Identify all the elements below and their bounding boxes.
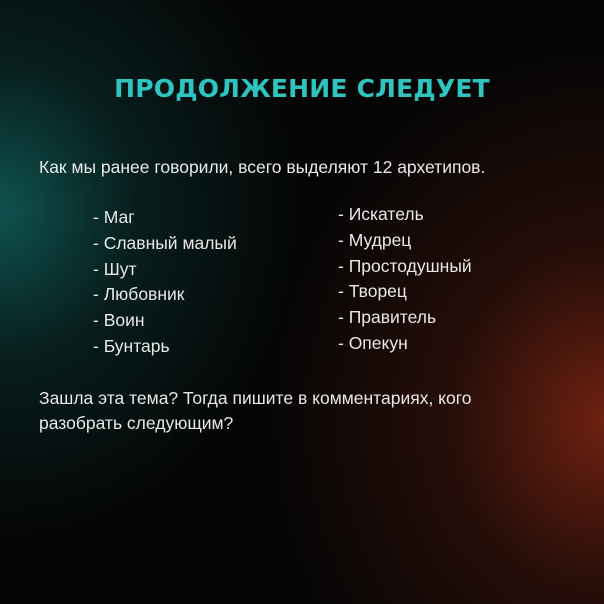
archetype-list-left bbox=[93, 205, 237, 360]
outro-line-1: Зашла эта тема? Тогда пишите в комментариях, кого bbox=[39, 388, 472, 408]
archetype-list-right bbox=[338, 202, 472, 357]
list-item: - Шут bbox=[93, 258, 137, 279]
list-item: - Мудрец bbox=[338, 229, 412, 250]
list-item: - Опекун bbox=[338, 332, 408, 353]
list-item: - Простодушный bbox=[338, 255, 472, 276]
list-item: - Творец bbox=[338, 281, 407, 302]
list-item: - Воин bbox=[93, 310, 145, 331]
slide-title: ПРОДОЛЖЕНИЕ СЛЕДУЕТ bbox=[114, 74, 490, 103]
outro-text bbox=[39, 386, 579, 436]
list-item: - Славный малый bbox=[93, 232, 237, 253]
list-item: - Бунтарь bbox=[93, 335, 170, 356]
list-item: - Любовник bbox=[93, 284, 185, 305]
outro-line-2: разобрать следующим? bbox=[39, 413, 234, 433]
intro-text: Как мы ранее говорили, всего выделяют 12 архетипов. bbox=[39, 157, 486, 177]
list-item: - Искатель bbox=[338, 204, 424, 224]
list-item: - Маг bbox=[93, 207, 135, 227]
list-item: - Правитель bbox=[338, 307, 437, 328]
